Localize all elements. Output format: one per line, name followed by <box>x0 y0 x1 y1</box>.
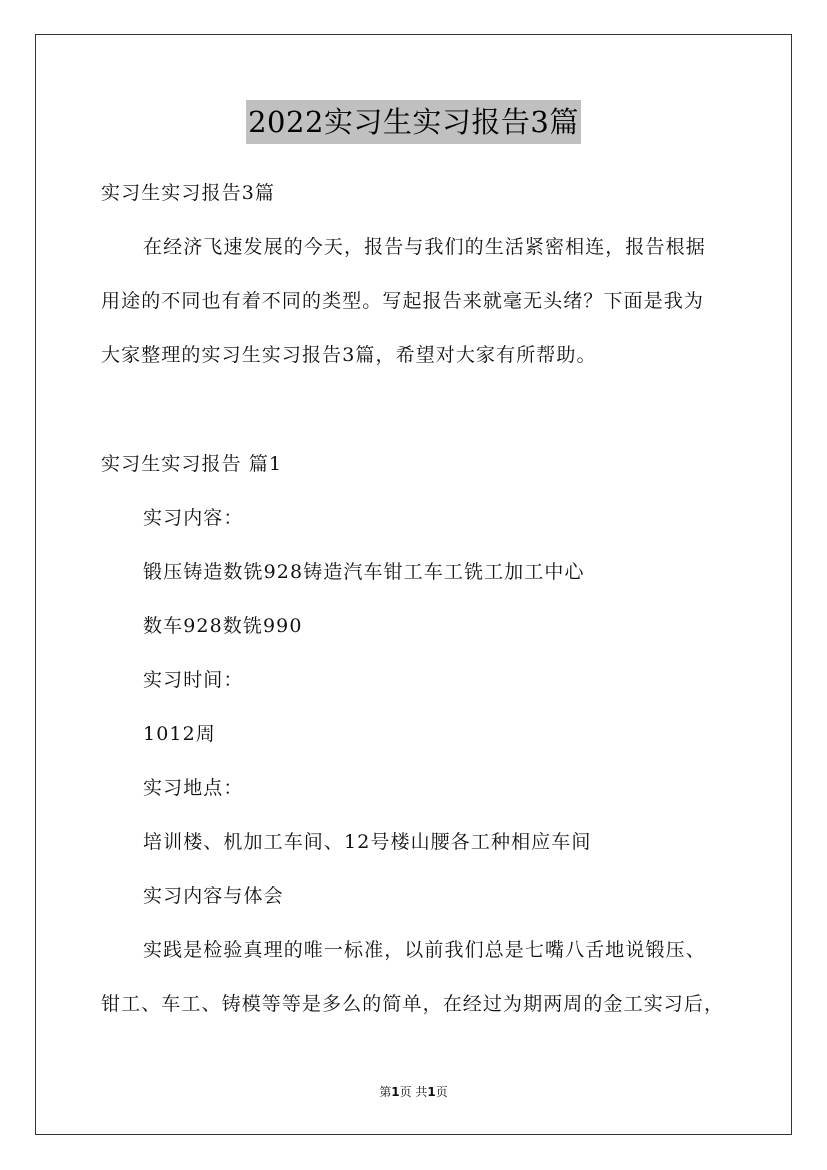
footer-page-number: 1 <box>391 1085 400 1099</box>
body-line-8: 实习内容与体会 <box>143 885 284 907</box>
intro-line-2: 用途的不同也有着不同的类型。写起报告来就毫无头绪？下面是我为 <box>101 290 705 312</box>
body-line-7: 培训楼、机加工车间、12号楼山腰各工种相应车间 <box>143 831 592 853</box>
body-line-5: 1012周 <box>143 723 216 745</box>
body-line-1: 实习内容： <box>143 507 244 529</box>
intro-line-1: 在经济飞速发展的今天，报告与我们的生活紧密相连，报告根据 <box>143 236 706 258</box>
footer-mid: 页 共 <box>399 1085 428 1099</box>
footer-total-pages: 1 <box>427 1085 436 1099</box>
title-container <box>0 100 827 144</box>
intro-line-3: 大家整理的实习生实习报告3篇，希望对大家有所帮助。 <box>101 344 597 366</box>
body-line-10: 钳工、车工、铸模等等是多么的简单，在经过为期两周的金工实习后， <box>101 993 725 1015</box>
footer-suffix: 页 <box>435 1085 448 1099</box>
body-line-4: 实习时间： <box>143 669 244 691</box>
page-footer <box>0 1083 827 1101</box>
body-line-2: 锻压铸造数铣928铸造汽车钳工车工铣工加工中心 <box>143 561 585 583</box>
body-line-6: 实习地点： <box>143 777 244 799</box>
body-line-3: 数车928数铣990 <box>143 615 303 637</box>
document-subtitle: 实习生实习报告3篇 <box>101 182 275 204</box>
document-title: 2022实习生实习报告3篇 <box>246 100 581 144</box>
section-heading: 实习生实习报告 篇1 <box>101 453 283 475</box>
footer-prefix: 第 <box>379 1085 392 1099</box>
body-line-9: 实践是检验真理的唯一标准，以前我们总是七嘴八舌地说锻压、 <box>143 939 706 961</box>
